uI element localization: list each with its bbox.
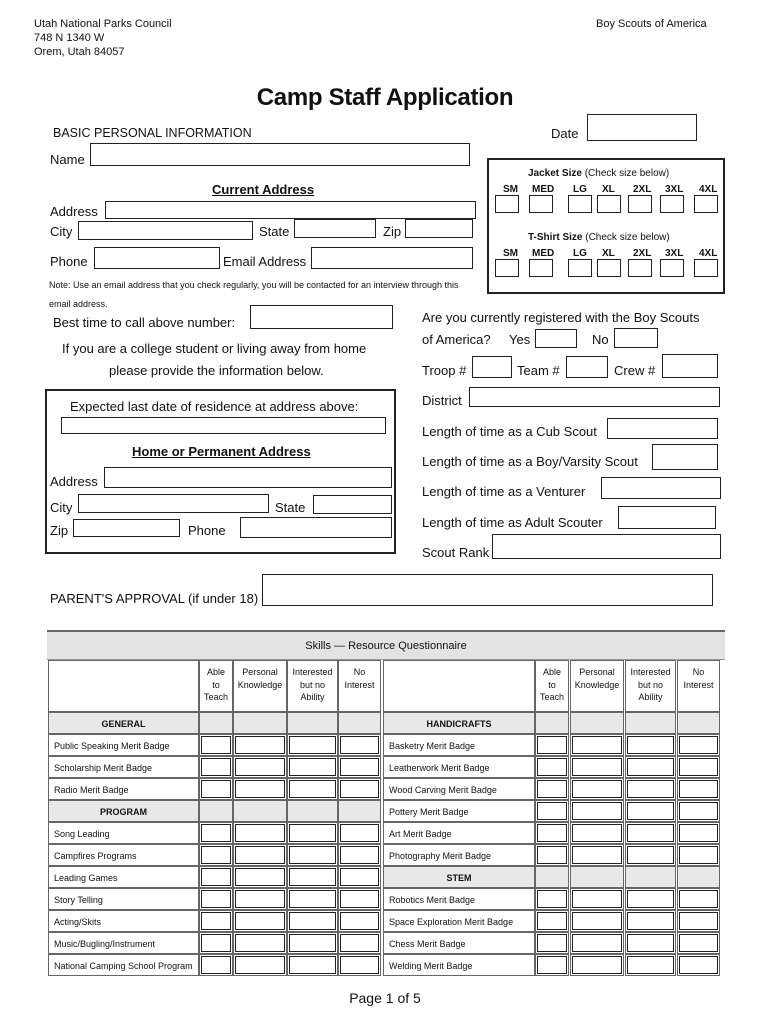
tshirt-size-label-lg: LG	[573, 248, 587, 259]
troop-label: Troop #	[422, 363, 467, 378]
skills-row-label	[383, 822, 535, 844]
jacket-size-checkbox-med[interactable]	[529, 195, 553, 213]
skill-name: Scholarship Merit Badge	[54, 763, 153, 773]
page-title: Camp Staff Application	[256, 84, 514, 111]
right-no-interest-checkbox[interactable]	[679, 890, 718, 908]
skills-row-label	[48, 778, 199, 800]
left-interested-no-ability-checkbox[interactable]	[289, 846, 336, 864]
tshirt-size-checkbox-4xl[interactable]	[694, 259, 718, 277]
scout-rank-label: Scout Rank	[422, 545, 490, 560]
org-address-line: 748 N 1340 W	[34, 32, 105, 44]
email-note-line1: Note: Use an email address that you check regularly, you will be contacted for an interview through this	[49, 280, 459, 290]
page-number: Page 1 of 5	[349, 990, 421, 1006]
date-field[interactable]	[587, 114, 697, 141]
tshirt-size-checkbox-xl[interactable]	[597, 259, 621, 277]
tshirt-size-checkbox-3xl[interactable]	[660, 259, 684, 277]
left-personal-knowledge-checkbox[interactable]	[235, 780, 285, 798]
left-able-to-teach-checkbox[interactable]	[201, 736, 231, 754]
tshirt-size-checkbox-2xl[interactable]	[628, 259, 652, 277]
col-header-line: No	[353, 667, 366, 677]
left-no-interest-checkbox[interactable]	[340, 780, 379, 798]
skills-row-label	[383, 800, 535, 822]
left-personal-knowledge-checkbox[interactable]	[235, 758, 285, 776]
adult-scouter-label: Length of time as Adult Scouter	[422, 515, 603, 530]
skills-row-label	[383, 734, 535, 756]
skill-name: National Camping School Program	[54, 961, 193, 971]
right-col-header-no-interest	[677, 660, 720, 712]
best-time-field[interactable]	[250, 305, 393, 329]
col-header-line: Teach	[203, 692, 229, 702]
col-header-line: No	[692, 667, 705, 677]
left-interested-no-ability-checkbox[interactable]	[289, 956, 336, 974]
col-header-line: but no	[299, 679, 326, 690]
col-header-line: Able	[542, 667, 561, 677]
skills-row-label	[383, 756, 535, 778]
skills-row-label	[383, 778, 535, 800]
section-filler-cell	[199, 712, 233, 734]
right-interested-no-ability-checkbox[interactable]	[627, 758, 674, 776]
left-able-to-teach-checkbox[interactable]	[201, 912, 231, 930]
zip-field[interactable]	[405, 219, 473, 238]
crew-label: Crew #	[614, 363, 656, 378]
parent-approval-label: PARENT'S APPROVAL (if under 18)	[50, 591, 259, 606]
right-interested-no-ability-checkbox[interactable]	[627, 780, 674, 798]
address-label: Address	[50, 204, 98, 219]
email-note-line2: email address.	[49, 299, 108, 309]
crew-field[interactable]	[662, 354, 718, 378]
phone-field[interactable]	[94, 247, 220, 269]
right-no-interest-checkbox[interactable]	[679, 780, 718, 798]
section-heading-text: GENERAL	[101, 719, 146, 729]
skill-name: Public Speaking Merit Badge	[54, 741, 170, 751]
section-filler-cell	[677, 866, 720, 888]
col-header-line: Personal	[242, 667, 278, 677]
skills-row-label	[383, 910, 535, 932]
skills-row-label	[383, 844, 535, 866]
home-city-field[interactable]	[78, 494, 269, 513]
home-state-field[interactable]	[313, 495, 392, 514]
left-able-to-teach-checkbox[interactable]	[201, 824, 231, 842]
left-interested-no-ability-checkbox[interactable]	[289, 868, 336, 886]
address-field[interactable]	[105, 201, 476, 219]
left-col-header-interested-no-ability	[287, 660, 338, 712]
jacket-size-label-xl: XL	[602, 184, 615, 195]
left-interested-no-ability-checkbox[interactable]	[289, 780, 336, 798]
skills-row-label	[383, 954, 535, 976]
left-no-interest-checkbox[interactable]	[340, 824, 379, 842]
jacket-size-label-med: MED	[532, 184, 555, 195]
skill-name: Story Telling	[54, 895, 103, 905]
home-address-heading: Home or Permanent Address	[132, 444, 311, 459]
right-personal-knowledge-checkbox[interactable]	[572, 824, 622, 842]
left-interested-no-ability-checkbox[interactable]	[289, 824, 336, 842]
right-no-interest-checkbox[interactable]	[679, 912, 718, 930]
right-interested-no-ability-checkbox[interactable]	[627, 890, 674, 908]
col-header-line: Interest	[683, 679, 714, 690]
jacket-size-checkbox-sm[interactable]	[495, 195, 519, 213]
home-zip-field[interactable]	[73, 519, 180, 537]
left-interested-no-ability-checkbox[interactable]	[289, 890, 336, 908]
registered-question-line1: Are you currently registered with the Boy Scouts	[422, 310, 700, 325]
jacket-size-checkbox-4xl[interactable]	[694, 195, 718, 213]
right-col-header-interested-no-ability	[625, 660, 676, 712]
right-personal-knowledge-checkbox[interactable]	[572, 758, 622, 776]
skills-row-label	[383, 888, 535, 910]
left-interested-no-ability-checkbox[interactable]	[289, 912, 336, 930]
parent-approval-field[interactable]	[262, 574, 713, 606]
expected-date-field[interactable]	[61, 417, 386, 434]
section-filler-cell	[199, 800, 233, 822]
section-filler-cell	[535, 712, 569, 734]
tshirt-size-label-3xl: 3XL	[665, 248, 684, 259]
home-address-panel	[45, 389, 396, 554]
left-no-interest-checkbox[interactable]	[340, 934, 379, 952]
skill-name: Leading Games	[54, 873, 118, 883]
col-header-line: to	[548, 679, 556, 690]
zip-label: Zip	[383, 224, 402, 239]
tshirt-size-checkbox-sm[interactable]	[495, 259, 519, 277]
skills-row-label	[48, 866, 199, 888]
right-interested-no-ability-checkbox[interactable]	[627, 934, 674, 952]
jacket-size-label-3xl: 3XL	[665, 184, 684, 195]
jacket-size-label-4xl: 4XL	[699, 184, 718, 195]
col-header-line: Interest	[344, 679, 375, 690]
section-filler-cell	[287, 712, 338, 734]
skill-name: Welding Merit Badge	[389, 961, 473, 971]
section-heading-text: PROGRAM	[100, 807, 147, 817]
org-city-line: Orem, Utah 84057	[34, 46, 125, 58]
skills-section-heading	[383, 866, 535, 888]
section-filler-cell	[233, 712, 287, 734]
skills-row-label	[48, 756, 199, 778]
jacket-size-checkbox-3xl[interactable]	[660, 195, 684, 213]
venturer-label: Length of time as a Venturer	[422, 484, 586, 499]
col-header-line: Knowledge	[574, 679, 620, 690]
right-interested-no-ability-checkbox[interactable]	[627, 824, 674, 842]
college-note-line1: If you are a college student or living away from home	[62, 341, 367, 356]
district-label: District	[422, 393, 462, 408]
left-personal-knowledge-checkbox[interactable]	[235, 956, 285, 974]
right-col-header-able-to-teach	[535, 660, 569, 712]
left-able-to-teach-checkbox[interactable]	[201, 890, 231, 908]
skills-row-label	[48, 734, 199, 756]
tshirt-size-label-4xl: 4XL	[699, 248, 718, 259]
tshirt-size-title: T-Shirt Size (Check size below)	[528, 232, 670, 243]
skills-table-header	[47, 632, 725, 660]
right-able-to-teach-checkbox[interactable]	[537, 846, 567, 864]
city-field[interactable]	[78, 221, 253, 240]
jacket-size-title: Jacket Size (Check size below)	[528, 168, 670, 179]
right-no-interest-checkbox[interactable]	[679, 802, 718, 820]
right-personal-knowledge-checkbox[interactable]	[572, 890, 622, 908]
email-label: Email Address	[223, 254, 307, 269]
adult-scouter-field[interactable]	[618, 506, 716, 529]
right-personal-knowledge-checkbox[interactable]	[572, 802, 622, 820]
district-field[interactable]	[469, 387, 720, 407]
date-label: Date	[551, 126, 579, 141]
left-personal-knowledge-checkbox[interactable]	[235, 934, 285, 952]
cub-scout-label: Length of time as a Cub Scout	[422, 424, 597, 439]
home-phone-label: Phone	[188, 523, 226, 538]
right-personal-knowledge-checkbox[interactable]	[572, 956, 622, 974]
right-interested-no-ability-checkbox[interactable]	[627, 802, 674, 820]
col-header-line: Teach	[539, 692, 565, 702]
skill-name: Wood Carving Merit Badge	[389, 785, 497, 795]
col-header-line: but no	[637, 679, 664, 690]
left-personal-knowledge-checkbox[interactable]	[235, 846, 285, 864]
left-personal-knowledge-checkbox[interactable]	[235, 736, 285, 754]
left-able-to-teach-checkbox[interactable]	[201, 846, 231, 864]
current-address-heading: Current Address	[212, 182, 315, 197]
registered-yes-box[interactable]	[535, 329, 577, 348]
right-no-interest-checkbox[interactable]	[679, 758, 718, 776]
skill-name: Song Leading	[54, 829, 110, 839]
right-no-interest-checkbox[interactable]	[679, 824, 718, 842]
jacket-size-label-sm: SM	[503, 184, 518, 195]
left-able-to-teach-checkbox[interactable]	[201, 934, 231, 952]
venturer-field[interactable]	[601, 477, 721, 499]
right-personal-knowledge-checkbox[interactable]	[572, 780, 622, 798]
section-filler-cell	[287, 800, 338, 822]
right-able-to-teach-checkbox[interactable]	[537, 824, 567, 842]
best-time-label: Best time to call above number:	[53, 315, 236, 330]
college-note-line2: please provide the information below.	[109, 363, 324, 378]
col-header-line: to	[212, 679, 220, 690]
jacket-size-label-lg: LG	[573, 184, 587, 195]
right-interested-no-ability-checkbox[interactable]	[627, 736, 674, 754]
right-interested-no-ability-checkbox[interactable]	[627, 912, 674, 930]
left-no-interest-checkbox[interactable]	[340, 758, 379, 776]
skill-name: Leatherwork Merit Badge	[389, 763, 490, 773]
left-interested-no-ability-checkbox[interactable]	[289, 934, 336, 952]
skill-name: Photography Merit Badge	[389, 851, 492, 861]
left-no-interest-checkbox[interactable]	[340, 846, 379, 864]
yes-label: Yes	[509, 332, 531, 347]
no-label: No	[592, 332, 609, 347]
right-interested-no-ability-checkbox[interactable]	[627, 956, 674, 974]
skill-name: Campfires Programs	[54, 851, 137, 861]
left-col-header-personal-knowledge	[233, 660, 287, 712]
skill-name: Art Merit Badge	[389, 829, 452, 839]
col-header-line: Ability	[638, 692, 663, 702]
skill-name: Pottery Merit Badge	[389, 807, 469, 817]
section-filler-cell	[338, 800, 381, 822]
jacket-size-label-2xl: 2XL	[633, 184, 652, 195]
skill-name: Space Exploration Merit Badge	[389, 917, 514, 927]
left-no-interest-checkbox[interactable]	[340, 868, 379, 886]
basic-section-label: BASIC PERSONAL INFORMATION	[53, 126, 252, 140]
tshirt-size-checkbox-lg[interactable]	[568, 259, 592, 277]
section-heading-text: STEM	[446, 873, 472, 883]
phone-label: Phone	[50, 254, 88, 269]
section-filler-cell	[677, 712, 720, 734]
org-right-label: Boy Scouts of America	[596, 18, 707, 30]
email-field[interactable]	[311, 247, 473, 269]
tshirt-size-checkbox-med[interactable]	[529, 259, 553, 277]
cub-scout-field[interactable]	[607, 418, 718, 439]
jacket-size-checkbox-2xl[interactable]	[628, 195, 652, 213]
left-personal-knowledge-checkbox[interactable]	[235, 868, 285, 886]
skill-name: Robotics Merit Badge	[389, 895, 476, 905]
team-label: Team #	[517, 363, 560, 378]
section-heading-text: HANDICRAFTS	[426, 719, 492, 729]
section-filler-cell	[625, 712, 676, 734]
tshirt-size-label-2xl: 2XL	[633, 248, 652, 259]
name-field[interactable]	[90, 143, 470, 166]
right-label-column-header	[383, 660, 535, 712]
skill-name: Chess Merit Badge	[389, 939, 466, 949]
skill-name: Basketry Merit Badge	[389, 741, 476, 751]
left-col-header-no-interest	[338, 660, 381, 712]
skills-row-label	[48, 844, 199, 866]
section-filler-cell	[570, 866, 624, 888]
city-label: City	[50, 224, 73, 239]
left-personal-knowledge-checkbox[interactable]	[235, 824, 285, 842]
col-header-line: Interested	[630, 667, 671, 677]
home-city-label: City	[50, 500, 73, 515]
home-address-label: Address	[50, 474, 98, 489]
registered-question-line2: of America?	[422, 332, 491, 347]
skills-table-title: Skills — Resource Questionnaire	[305, 640, 467, 652]
col-header-line: Knowledge	[237, 679, 283, 690]
skill-name: Acting/Skits	[54, 917, 102, 927]
org-name: Utah National Parks Council	[34, 18, 172, 30]
left-no-interest-checkbox[interactable]	[340, 956, 379, 974]
right-personal-knowledge-checkbox[interactable]	[572, 736, 622, 754]
state-label: State	[259, 224, 290, 239]
tshirt-size-label-xl: XL	[602, 248, 615, 259]
skills-row-label	[48, 822, 199, 844]
right-able-to-teach-checkbox[interactable]	[537, 758, 567, 776]
right-able-to-teach-checkbox[interactable]	[537, 956, 567, 974]
size-panel	[487, 158, 725, 294]
col-header-line: Personal	[579, 667, 615, 677]
left-no-interest-checkbox[interactable]	[340, 736, 379, 754]
right-personal-knowledge-checkbox[interactable]	[572, 846, 622, 864]
skills-section-heading	[383, 712, 535, 734]
name-label: Name	[50, 152, 85, 167]
expected-date-label: Expected last date of residence at address above:	[70, 399, 359, 414]
boy-scout-label: Length of time as a Boy/Varsity Scout	[422, 454, 638, 469]
registered-no-box[interactable]	[614, 328, 658, 348]
right-no-interest-checkbox[interactable]	[679, 846, 718, 864]
left-no-interest-checkbox[interactable]	[340, 890, 379, 908]
skills-row-label	[48, 910, 199, 932]
skills-section-heading	[48, 712, 199, 734]
right-interested-no-ability-checkbox[interactable]	[627, 846, 674, 864]
state-field[interactable]	[294, 219, 376, 238]
troop-field[interactable]	[472, 356, 512, 378]
jacket-size-checkbox-lg[interactable]	[568, 195, 592, 213]
skill-name: Radio Merit Badge	[54, 785, 129, 795]
right-able-to-teach-checkbox[interactable]	[537, 802, 567, 820]
home-zip-label: Zip	[50, 523, 69, 538]
right-personal-knowledge-checkbox[interactable]	[572, 934, 622, 952]
skills-row-label	[48, 954, 199, 976]
right-able-to-teach-checkbox[interactable]	[537, 780, 567, 798]
left-able-to-teach-checkbox[interactable]	[201, 956, 231, 974]
section-filler-cell	[625, 866, 676, 888]
right-able-to-teach-checkbox[interactable]	[537, 736, 567, 754]
jacket-size-checkbox-xl[interactable]	[597, 195, 621, 213]
home-address-field[interactable]	[104, 467, 392, 488]
left-able-to-teach-checkbox[interactable]	[201, 868, 231, 886]
section-filler-cell	[338, 712, 381, 734]
col-header-line: Interested	[292, 667, 333, 677]
skills-row-label	[48, 888, 199, 910]
right-able-to-teach-checkbox[interactable]	[537, 934, 567, 952]
col-header-line: Able	[206, 667, 225, 677]
skills-section-heading	[48, 800, 199, 822]
tshirt-size-label-med: MED	[532, 248, 555, 259]
section-filler-cell	[535, 866, 569, 888]
boy-scout-field[interactable]	[652, 444, 718, 470]
right-able-to-teach-checkbox[interactable]	[537, 890, 567, 908]
left-no-interest-checkbox[interactable]	[340, 912, 379, 930]
tshirt-size-label-sm: SM	[503, 248, 518, 259]
home-state-label: State	[275, 500, 306, 515]
scout-rank-field[interactable]	[492, 534, 721, 559]
left-interested-no-ability-checkbox[interactable]	[289, 736, 336, 754]
skills-row-label	[48, 932, 199, 954]
left-personal-knowledge-checkbox[interactable]	[235, 890, 285, 908]
right-no-interest-checkbox[interactable]	[679, 736, 718, 754]
section-filler-cell	[570, 712, 624, 734]
skill-name: Music/Bugling/Instrument	[54, 939, 156, 949]
skills-row-label	[383, 932, 535, 954]
right-no-interest-checkbox[interactable]	[679, 956, 718, 974]
right-col-header-personal-knowledge	[570, 660, 624, 712]
left-able-to-teach-checkbox[interactable]	[201, 758, 231, 776]
left-label-column-header	[48, 660, 199, 712]
right-able-to-teach-checkbox[interactable]	[537, 912, 567, 930]
home-phone-field[interactable]	[240, 517, 392, 538]
right-personal-knowledge-checkbox[interactable]	[572, 912, 622, 930]
left-interested-no-ability-checkbox[interactable]	[289, 758, 336, 776]
left-col-header-able-to-teach	[199, 660, 233, 712]
col-header-line: Ability	[300, 692, 325, 702]
left-personal-knowledge-checkbox[interactable]	[235, 912, 285, 930]
team-field[interactable]	[566, 356, 608, 378]
section-filler-cell	[233, 800, 287, 822]
right-no-interest-checkbox[interactable]	[679, 934, 718, 952]
skills-table	[47, 630, 725, 977]
left-able-to-teach-checkbox[interactable]	[201, 780, 231, 798]
